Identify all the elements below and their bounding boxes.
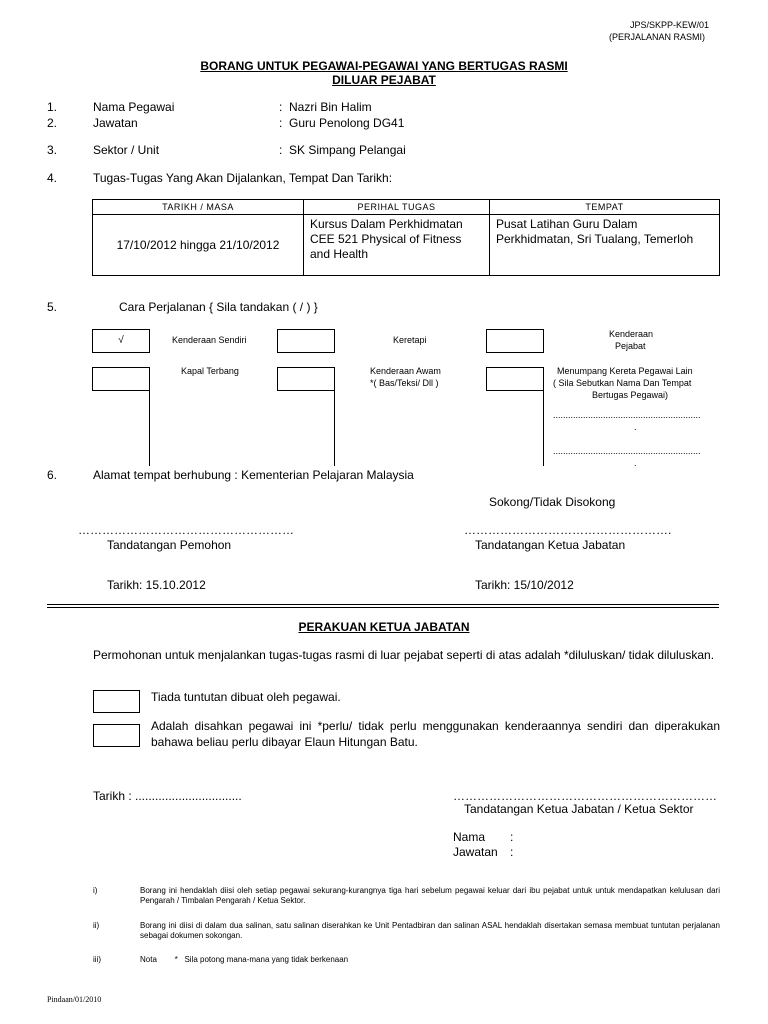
checkbox-office-vehicle[interactable] xyxy=(486,329,544,353)
form-subtitle: (PERJALANAN RASMI) xyxy=(609,32,706,42)
field-value: Guru Penolong DG41 xyxy=(289,116,405,130)
checkbox-ride-along[interactable] xyxy=(486,367,544,391)
cell-date: 17/10/2012 hingga 21/10/2012 xyxy=(93,215,304,276)
field-separator: : xyxy=(279,116,283,130)
bracket-line xyxy=(149,390,150,466)
note-text: Nota * Sila potong mana-mana yang tidak berkenaan xyxy=(140,955,349,964)
section5-label: Cara Perjalanan { Sila tandakan ( / ) } xyxy=(119,300,318,314)
checkbox-mileage[interactable] xyxy=(93,724,140,747)
note-text: Borang ini diisi di dalam dua salinan, satu salinan diserahkan ke Unit Pentadbiran dan salinan ASAL hendaklah disertakan semasa membuat tuntutan perjalanan sebagai dokumen sokongan. xyxy=(140,921,720,940)
page-title-line2: DILUAR PEJABAT xyxy=(332,73,436,87)
certifier-signature-line[interactable]: ………………………………………………………… xyxy=(453,789,717,803)
certifier-name-label: Nama xyxy=(453,830,486,844)
head-signature-line[interactable]: ……………………………………………. xyxy=(464,523,672,537)
table-row xyxy=(93,215,720,276)
column-header-place: TEMPAT xyxy=(490,200,720,215)
ride-details-dot: . xyxy=(634,458,637,468)
field-label: Nama Pegawai xyxy=(93,100,175,114)
ride-details-line[interactable]: ........................................................... xyxy=(553,410,701,420)
option-office-vehicle-label-2: Pejabat xyxy=(615,341,646,351)
field-number: 3. xyxy=(47,143,58,157)
task-table xyxy=(92,199,720,276)
option-public-label-2: *( Bas/Teksi/ Dll ) xyxy=(370,378,439,388)
support-text: Sokong/Tidak Disokong xyxy=(489,495,616,509)
certification-date[interactable]: Tarikh : ................................ xyxy=(93,789,242,803)
applicant-signature-label: Tandatangan Pemohon xyxy=(107,538,232,552)
column-header-task: PERIHAL TUGAS xyxy=(304,200,490,215)
form-code: JPS/SKPP-KEW/01 xyxy=(630,20,710,30)
bracket-line xyxy=(334,390,335,466)
section4-number: 4. xyxy=(47,171,58,185)
applicant-signature-line[interactable]: ……………………………………………… xyxy=(78,523,294,537)
divider xyxy=(47,604,719,605)
head-signature-label: Tandatangan Ketua Jabatan xyxy=(475,538,626,552)
option-train-label: Keretapi xyxy=(393,335,427,345)
option-ride-label-2: ( Sila Sebutkan Nama Dan Tempat xyxy=(553,378,692,388)
cell-task: Kursus Dalam Perkhidmatan CEE 521 Physical of Fitness and Health xyxy=(304,215,490,276)
option-ride-label-3: Bertugas Pegawai) xyxy=(592,390,669,400)
applicant-date: Tarikh: 15.10.2012 xyxy=(107,578,206,592)
column-header-date: TARIKH / MASA xyxy=(93,200,304,215)
section4-label: Tugas-Tugas Yang Akan Dijalankan, Tempat Dan Tarikh: xyxy=(93,171,393,185)
option-ride-label: Menumpang Kereta Pegawai Lain xyxy=(557,366,693,376)
cell-place: Pusat Latihan Guru Dalam Perkhidmatan, Sri Tualang, Temerloh xyxy=(490,215,720,276)
field-separator: : xyxy=(279,143,283,157)
certification-paragraph: Permohonan untuk menjalankan tugas-tugas rasmi di luar pejabat seperti di atas adalah *diluluskan/ tidak diluluskan. xyxy=(93,648,715,662)
checkbox-train[interactable] xyxy=(277,329,335,353)
certifier-signature-label: Tandatangan Ketua Jabatan / Ketua Sektor xyxy=(464,802,694,816)
option-own-vehicle-label: Kenderaan Sendiri xyxy=(172,335,247,345)
section6-label: Alamat tempat berhubung : Kementerian Pelajaran Malaysia xyxy=(93,468,414,482)
note-number: ii) xyxy=(93,921,100,930)
note-text: Borang ini hendaklah diisi oleh setiap pegawai sekurang-kurangnya tiga hari sebelum pegawai keluar dari ibu pejabat untuk untuk mendapatkan kelulusan dari Pengarah / Timbalan Pengarah / Ketua Sektor. xyxy=(140,886,720,905)
revision-code: Pindaan/01/2010 xyxy=(47,995,102,1004)
table-header-row xyxy=(93,200,720,215)
checkbox-public-transport[interactable] xyxy=(277,367,335,391)
option-no-claim-label: Tiada tuntutan dibuat oleh pegawai. xyxy=(151,690,341,704)
field-separator: : xyxy=(279,100,283,114)
note-number: iii) xyxy=(93,955,101,964)
option-office-vehicle-label: Kenderaan xyxy=(609,329,654,339)
option-public-label: Kenderaan Awam xyxy=(370,366,441,376)
checkbox-no-claim[interactable] xyxy=(93,690,140,713)
checkbox-plane[interactable] xyxy=(92,367,150,391)
option-mileage-label: Adalah disahkan pegawai ini *perlu/ tidak perlu menggunakan kenderaannya sendiri dan diperakukan bahawa beliau perlu dibayar Elaun Hitungan Batu. xyxy=(151,719,720,749)
section5-number: 5. xyxy=(47,300,58,314)
note-number: i) xyxy=(93,886,98,895)
field-number: 2. xyxy=(47,116,58,130)
page-title: BORANG UNTUK PEGAWAI-PEGAWAI YANG BERTUGAS RASMI xyxy=(200,59,568,73)
bracket-line xyxy=(543,390,544,466)
option-plane-label: Kapal Terbang xyxy=(181,366,239,376)
checkbox-own-vehicle[interactable]: √ xyxy=(92,329,150,353)
certifier-post-sep: : xyxy=(510,845,514,859)
section6-number: 6. xyxy=(47,468,58,482)
field-label: Jawatan xyxy=(93,116,138,130)
certifier-post-label: Jawatan xyxy=(453,845,498,859)
certification-title: PERAKUAN KETUA JABATAN xyxy=(298,620,470,634)
certifier-name-sep: : xyxy=(510,830,514,844)
field-label: Sektor / Unit xyxy=(93,143,160,157)
field-value: SK Simpang Pelangai xyxy=(289,143,406,157)
field-number: 1. xyxy=(47,100,58,114)
field-value: Nazri Bin Halim xyxy=(289,100,372,114)
ride-details-dot: . xyxy=(634,422,637,432)
ride-details-line[interactable]: ........................................................... xyxy=(553,446,701,456)
divider xyxy=(47,607,719,608)
head-date: Tarikh: 15/10/2012 xyxy=(475,578,574,592)
